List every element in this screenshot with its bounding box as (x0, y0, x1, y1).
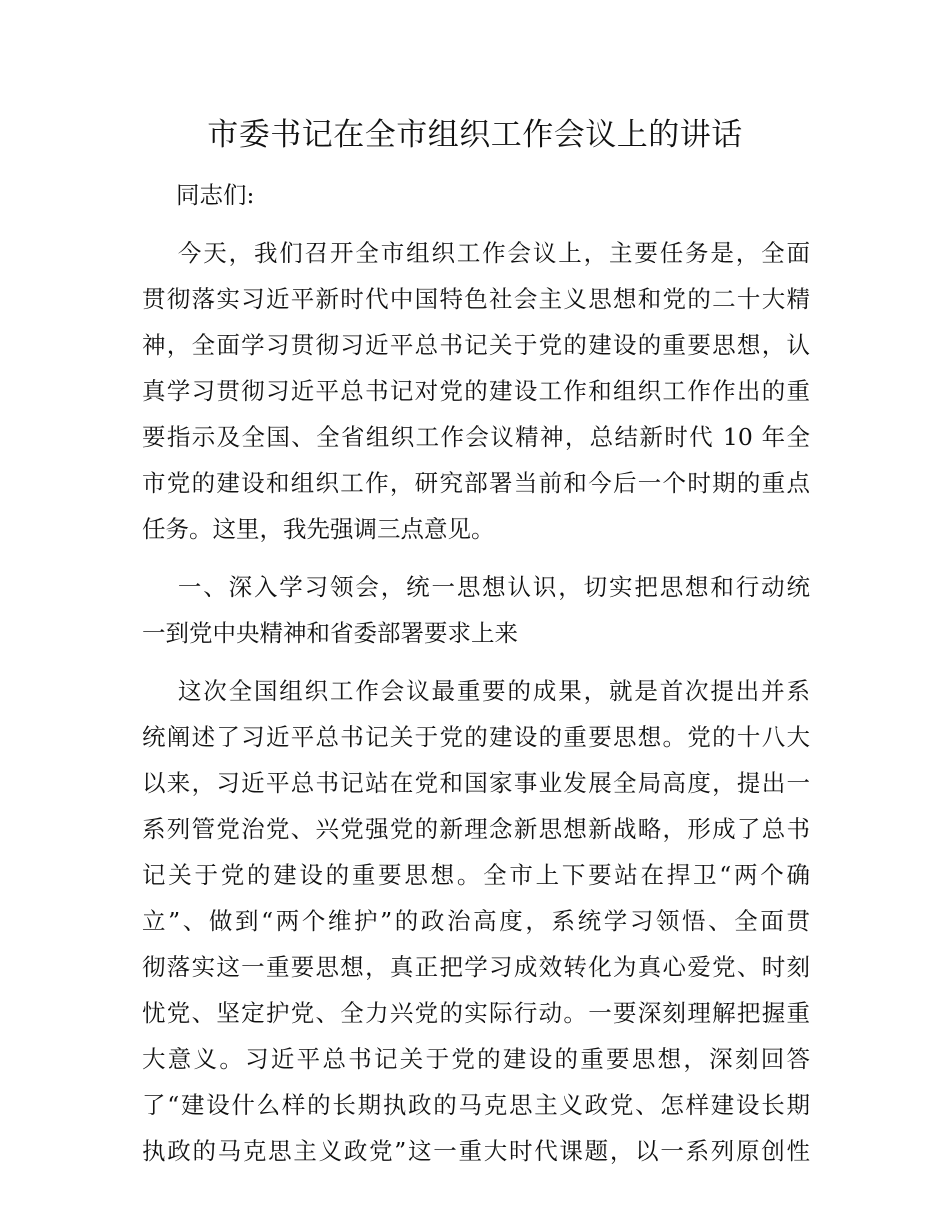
paragraph-line: 要指示及全国、全省组织工作会议精神，总结新时代 10 年全 (142, 423, 810, 451)
document-body (142, 172, 810, 1174)
paragraph-line: 了“建设什么样的长期执政的马克思主义政党、怎样建设长期 (142, 1091, 810, 1119)
heading-line: 一到党中央精神和省委部署要求上来 (142, 619, 518, 647)
paragraph-line: 贯彻落实习近平新时代中国特色社会主义思想和党的二十大精 (142, 285, 810, 313)
paragraph-line: 忧党、坚定护党、全力兴党的实际行动。一要深刻理解把握重 (142, 999, 810, 1027)
paragraph-line: 统阐述了习近平总书记关于党的建设的重要思想。党的十八大 (142, 723, 810, 751)
salutation: 同志们: (176, 181, 255, 209)
paragraph-line: 立”、做到“两个维护”的政治高度，系统学习领悟、全面贯 (142, 907, 810, 935)
section-heading-1 (142, 564, 810, 656)
paragraph-line: 任务。这里，我先强调三点意见。 (142, 515, 495, 543)
paragraph-line: 以来，习近平总书记站在党和国家事业发展全局高度，提出一 (142, 769, 810, 797)
paragraph-2 (142, 668, 810, 1174)
paragraph-line: 执政的马克思主义政党”这一重大时代课题，以一系列原创性 (142, 1137, 810, 1165)
document-title: 市委书记在全市组织工作会议上的讲话 (207, 117, 743, 153)
paragraph-line: 大意义。习近平总书记关于党的建设的重要思想，深刻回答 (142, 1045, 810, 1073)
paragraph-line: 今天，我们召开全市组织工作会议上，主要任务是，全面 (176, 239, 810, 267)
paragraph-line: 这次全国组织工作会议最重要的成果，就是首次提出并系 (176, 677, 810, 705)
paragraph-line: 记关于党的建设的重要思想。全市上下要站在捍卫“两个确 (142, 861, 810, 889)
heading-line: 一、深入学习领会，统一思想认识，切实把思想和行动统 (176, 573, 810, 601)
paragraph-line: 彻落实这一重要思想，真正把学习成效转化为真心爱党、时刻 (142, 953, 810, 981)
paragraph-line: 市党的建设和组织工作，研究部署当前和今后一个时期的重点 (142, 469, 810, 497)
paragraph-line: 系列管党治党、兴党强党的新理念新思想新战略，形成了总书 (142, 815, 810, 843)
paragraph-1 (142, 230, 810, 552)
paragraph-line: 神，全面学习贯彻习近平总书记关于党的建设的重要思想，认 (142, 331, 810, 359)
paragraph-line: 真学习贯彻习近平总书记对党的建设工作和组织工作作出的重 (142, 377, 810, 405)
